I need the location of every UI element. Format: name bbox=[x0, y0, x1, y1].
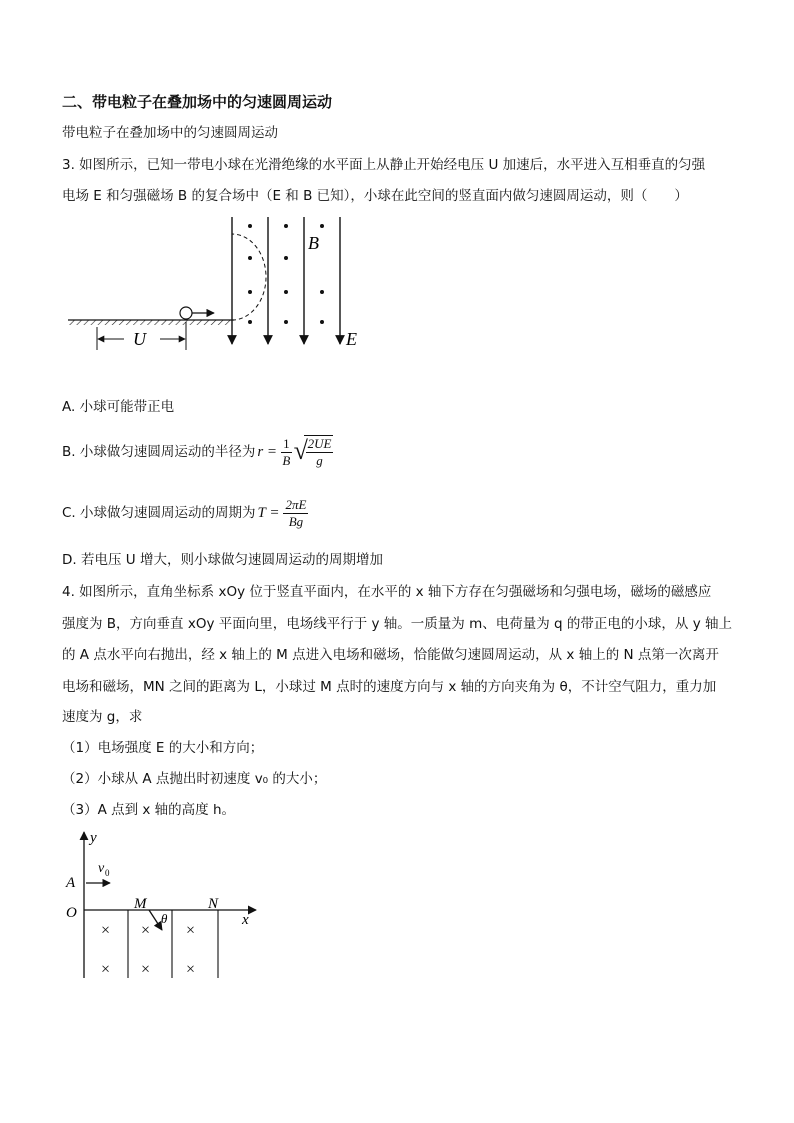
trajectory-arc bbox=[232, 234, 266, 320]
q4-line-1: 4. 如图所示，直角坐标系 xOy 位于竖直平面内，在水平的 x 轴下方存在匀强磁场和匀强电场，磁场的磁感应 bbox=[62, 584, 712, 600]
svg-text:×: × bbox=[186, 961, 196, 978]
label-A: A bbox=[66, 875, 76, 891]
option-c-lhs: T = bbox=[257, 505, 280, 521]
label-y: y bbox=[90, 830, 97, 846]
label-v0: v bbox=[98, 861, 105, 876]
q4-line-4: 电场和磁场，MN 之间的距离为 L，小球过 M 点时的速度方向与 x 轴的方向夹角为 θ，不计空气阻力，重力加 bbox=[62, 679, 717, 695]
q4-sub-2: （2）小球从 A 点抛出时初速度 v₀ 的大小； bbox=[62, 771, 327, 787]
label-theta: θ bbox=[161, 911, 168, 926]
magnetic-crosses bbox=[101, 922, 195, 978]
option-b-lhs: r = bbox=[257, 444, 278, 460]
q4-sub-1: （1）电场强度 E 的大小和方向； bbox=[62, 740, 264, 756]
q3-option-b: B. 小球做匀速圆周运动的半径为 r = $\frac{1}{B}$ √ $\frac{2UE}{g}$ bbox=[62, 435, 332, 468]
option-c-text: C. 小球做匀速圆周运动的周期为 bbox=[62, 505, 256, 521]
label-x: x bbox=[242, 912, 249, 928]
label-U: U bbox=[133, 329, 146, 349]
svg-text:×: × bbox=[141, 922, 151, 939]
option-b-rad-den: g bbox=[316, 453, 323, 468]
label-N: N bbox=[208, 896, 219, 912]
q4-figure bbox=[62, 826, 272, 986]
q4-line-2: 强度为 B，方向垂直 xOy 平面向里，电场线平行于 y 轴。一质量为 m、电荷量为 q 的带正电的小球，从 y 轴上 bbox=[62, 616, 732, 632]
option-b-text: B. 小球做匀速圆周运动的半径为 bbox=[62, 444, 256, 460]
svg-text:×: × bbox=[101, 961, 111, 978]
section-title: 二、带电粒子在叠加场中的匀速圆周运动 bbox=[62, 93, 333, 111]
option-b-frac-den: B bbox=[282, 452, 291, 468]
label-M: M bbox=[134, 896, 147, 912]
label-E: E bbox=[346, 329, 357, 349]
q3-option-d: D. 若电压 U 增大，则小球做匀速圆周运动的周期增加 bbox=[62, 552, 383, 568]
option-c-frac-num: 2πE bbox=[285, 496, 307, 512]
section-subtitle: 带电粒子在叠加场中的匀速圆周运动 bbox=[62, 125, 278, 141]
q3-option-c bbox=[62, 493, 308, 533]
option-b-rad-num: 2UE bbox=[307, 436, 332, 451]
q3-figure bbox=[62, 212, 382, 362]
option-c-frac-den: Bg bbox=[288, 513, 304, 529]
q4-sub-3: （3）A 点到 x 轴的高度 h。 bbox=[62, 802, 236, 818]
svg-text:×: × bbox=[186, 922, 196, 939]
label-B: B bbox=[308, 233, 319, 253]
q4-line-3: 的 A 点水平向右抛出，经 x 轴上的 M 点进入电场和磁场，恰能做匀速圆周运动，从 x 轴上的 N 点第一次离开 bbox=[62, 647, 719, 663]
ball bbox=[180, 307, 192, 319]
svg-text:×: × bbox=[141, 961, 151, 978]
q4-line-5: 速度为 g，求 bbox=[62, 709, 143, 725]
svg-text:×: × bbox=[101, 922, 111, 939]
label-O: O bbox=[66, 905, 77, 921]
q3-line-2: 电场 E 和匀强磁场 B 的复合场中（E 和 B 已知），小球在此空间的竖直面内做匀速圆周运动，则（ ） bbox=[62, 188, 688, 204]
ground-hatch bbox=[68, 320, 232, 325]
label-v0-sub: 0 bbox=[105, 868, 110, 878]
q3-option-a: A. 小球可能带正电 bbox=[62, 399, 175, 415]
q3-line-1: 3. 如图所示，已知一带电小球在光滑绝缘的水平面上从静止开始经电压 U 加速后，水平进入互相垂直的匀强 bbox=[62, 157, 706, 173]
option-b-frac-num: 1 bbox=[283, 435, 290, 451]
